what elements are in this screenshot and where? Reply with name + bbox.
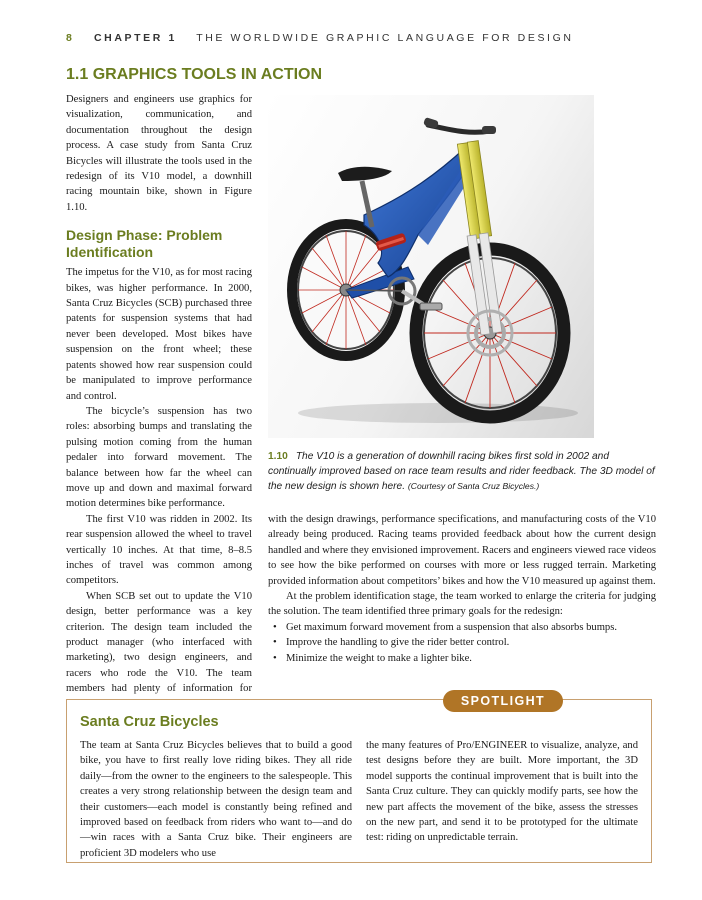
grip-right [482, 126, 496, 134]
bike-illustration [268, 95, 594, 438]
right-paragraph-1: with the design drawings, performance specifications, and manufacturing costs of the V10 already being produced. Racing teams provided feedback about how the current design handled and where they envisioned improvement. Racers and engineers viewed race videos to see how the bike performed on courses with more or less rugged terrain. Marketing provided information about competitors’ bikes and how the V10 measured up against them. [268, 514, 656, 587]
left-paragraph-2: The bicycle’s suspension has two roles: absorbing bumps and translating the pulsing motion coming from the human pedaler into forward movement. The balance between how far the wheel can move up and down and maximal forward motion determines bike performance. [66, 405, 252, 510]
figure-caption [268, 449, 658, 494]
goals-list [268, 620, 656, 666]
figure-caption-text: The V10 is a generation of downhill racing bikes first sold in 2002 and continually improved based on race team results and rider feedback. The 3D model of the new design is shown here. [268, 451, 655, 492]
spotlight-column-1: The team at Santa Cruz Bicycles believes that to build a good bike, you have to first really love riding bikes. They all ride daily—from the owner to the engineers to the salespeople. This creates a very strong relationship between the design team and their customers—each model is constantly being refined and improved based on feedback from riders who want to—and do—win races with a Santa Cruz bike. Their engineers are proficient 3D modelers who use [80, 740, 352, 859]
list-item: • Get maximum forward movement from a suspension that also absorbs bumps. [268, 620, 656, 635]
page-number: 8 [66, 32, 75, 44]
right-column [268, 512, 656, 666]
running-head [66, 32, 574, 44]
chapter-title: THE WORLDWIDE GRAPHIC LANGUAGE FOR DESIGN [196, 32, 574, 44]
left-paragraph-1: The impetus for the V10, as for most racing bikes, was higher performance. In 2000, Santa Cruz Bicycles (SCB) purchased three patents for suspension systems that had never been developed. Most bikes have suspension on the front wheel; these patents showed how rear suspension could be manipulated to improve performance and control. [66, 267, 252, 402]
right-paragraph-2: At the problem identification stage, the team worked to enlarge the criteria for judging the solution. The team identified three primary goals for the redesign: [268, 591, 656, 618]
list-item: • Improve the handling to give the rider better control. [268, 635, 656, 650]
list-item: • Minimize the weight to make a lighter bike. [268, 651, 656, 666]
left-column [66, 92, 252, 712]
chain [346, 290, 402, 291]
grip-left [423, 117, 439, 129]
pedal [420, 303, 442, 310]
figure-credit: (Courtesy of Santa Cruz Bicycles.) [407, 481, 540, 491]
section-title: 1.1 GRAPHICS TOOLS IN ACTION [66, 66, 323, 83]
intro-paragraph: Designers and engineers use graphics for visualization, communication, and documentation throughout the design process. A case study from Santa Cruz Bicycles will illustrate the tools used in the redesign of its V10 model, a downhill racing mountain bike, shown in Figure 1.10. [66, 94, 252, 213]
left-paragraph-3: The first V10 was ridden in 2002. Its rear suspension allowed the wheel to travel vertically 10 inches. At that time, 8–8.5 inches of travel was common among competitors. [66, 513, 252, 587]
subhead-design-phase: Design Phase: Problem Identification [66, 227, 223, 261]
figure-number: 1.10 [268, 451, 288, 462]
figure-bike-image [268, 95, 594, 438]
chapter-label: CHAPTER 1 [93, 32, 177, 44]
spotlight-column-2: the many features of Pro/ENGINEER to visualize, analyze, and test designs before they are built. More important, the 3D model supports the continual improvement that is built into the Santa Cruz culture. They can quickly modify parts, see how the new part affects the movement of the bike, assess the stresses on the new part, and send it to be prototyped for the ultimate test: riding on unpredictable terrain. [366, 740, 638, 844]
left-paragraph-4: When SCB set out to update the V10 design, better performance was a key criterion. The design team included the product manager (who interfaced with marketing), two design engineers, and racers who rode the V10. The team members had plenty of information for [66, 590, 252, 695]
saddle [338, 167, 392, 181]
spotlight-tab: SPOTLIGHT [443, 690, 563, 712]
front-fork [457, 141, 502, 335]
spotlight-title: Santa Cruz Bicycles [80, 714, 219, 730]
